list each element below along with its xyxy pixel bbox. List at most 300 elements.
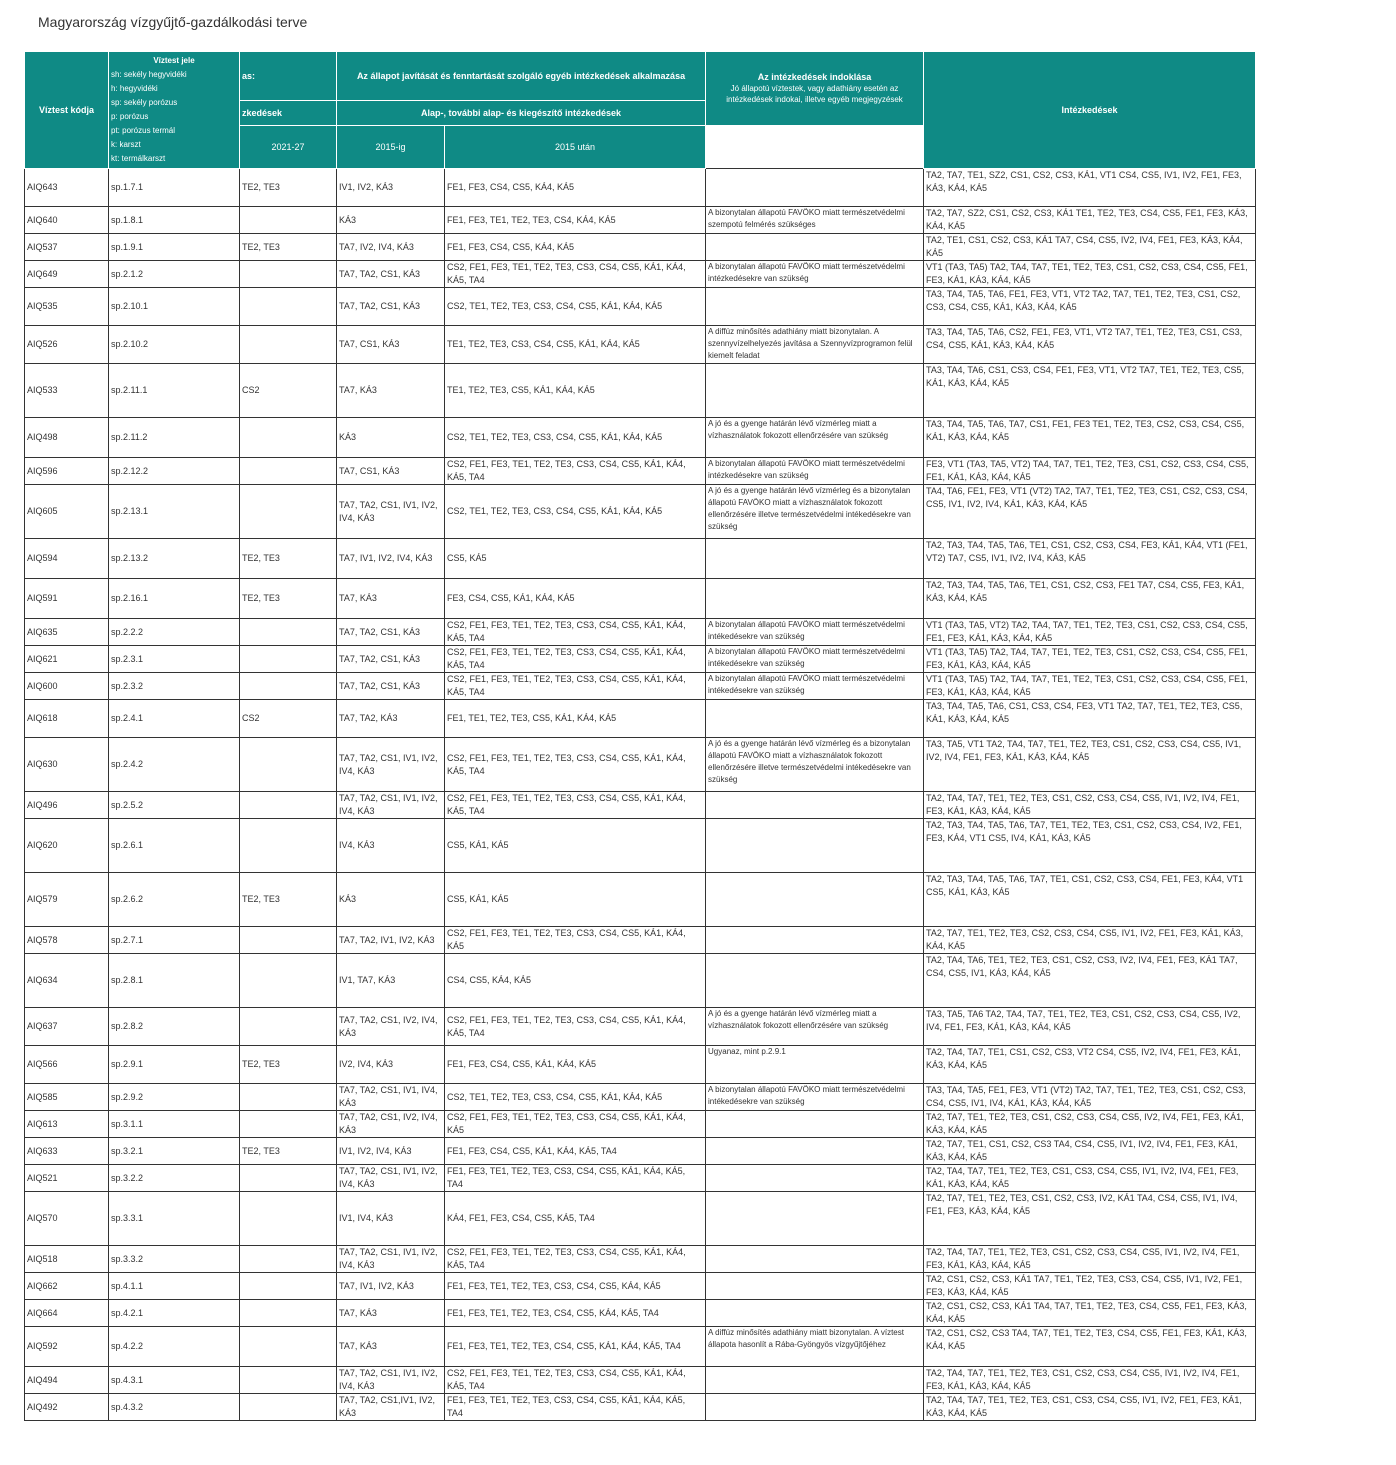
cell-2021 [240,738,337,792]
cell-justification [706,792,924,819]
table-row [25,169,1256,207]
table-row [25,738,1256,792]
cell-after-2015: CS2, FE1, FE3, TE1, TE2, TE3, CS3, CS4, CS5, KÁ1, KÁ4, KÁ5, TA4 [445,738,706,792]
table-row [25,954,1256,1008]
cell-after-2015: FE1, FE3, TE1, TE2, TE3, CS3, CS4, CS5, KÁ1, KÁ4, KÁ5, TA4 [445,1165,706,1192]
sign-legend-item: sp: sekély porózus [111,98,178,107]
cell-sign: sp.2.12.2 [109,458,240,485]
cell-sign: sp.2.3.1 [109,646,240,673]
cell-until-2015: IV1, IV2, IV4, KÁ3 [337,1138,445,1165]
cell-sign: sp.2.8.2 [109,1008,240,1046]
cell-sign: sp.2.16.1 [109,579,240,619]
cell-justification [706,873,924,927]
table-row [25,927,1256,954]
header-after-2015: 2015 után [445,126,706,169]
cell-2021 [240,1084,337,1111]
header-sign-title: Víztest jele [153,56,195,65]
cell-2021 [240,1273,337,1300]
cell-after-2015: CS2, FE1, FE3, TE1, TE2, TE3, CS3, CS4, CS5, KÁ1, KÁ4, KÁ5, TA4 [445,792,706,819]
cell-measures: TA2, TA4, TA7, TE1, CS1, CS2, CS3, VT2 CS4, CS5, IV2, IV4, FE1, FE3, KÁ1, KÁ3, KÁ4, KÁ5 [924,1046,1256,1084]
cell-after-2015: FE1, FE3, TE1, TE2, TE3, CS4, CS5, KÁ1, KÁ4, KÁ5, TA4 [445,1327,706,1367]
cell-after-2015: CS2, FE1, FE3, TE1, TE2, TE3, CS3, CS4, CS5, KÁ1, KÁ4, KÁ5, TA4 [445,1246,706,1273]
cell-justification [706,1246,924,1273]
cell-2021: TE2, TE3 [240,234,337,261]
table-row [25,458,1256,485]
cell-after-2015: CS5, KÁ5 [445,539,706,579]
cell-measures: TA2, TA7, SZ2, CS1, CS2, CS3, KÁ1 TE1, TE2, TE3, CS4, CS5, FE1, FE3, KÁ3, KÁ4, KÁ5 [924,207,1256,234]
cell-justification [706,1111,924,1138]
cell-until-2015: IV2, IV4, KÁ3 [337,1046,445,1084]
cell-code: AIQ526 [25,326,109,364]
cell-code: AIQ498 [25,418,109,458]
cell-2021 [240,1367,337,1394]
table-row [25,792,1256,819]
cell-after-2015: CS2, FE1, FE3, TE1, TE2, TE3, CS3, CS4, CS5, KÁ1, KÁ4, KÁ5, TA4 [445,673,706,700]
cell-after-2015: FE1, FE3, CS4, CS5, KÁ1, KÁ4, KÁ5, TA4 [445,1138,706,1165]
cell-2021 [240,1192,337,1246]
cell-after-2015: CS2, FE1, FE3, TE1, TE2, TE3, CS3, CS4, CS5, KÁ1, KÁ4, KÁ5, TA4 [445,458,706,485]
cell-justification: A bizonytalan állapotú FAVÖKO miatt természetvédelmi intézkedésekre van szükség [706,458,924,485]
cell-until-2015: TA7, TA2, CS1, IV1, IV2, IV4, KÁ3 [337,1165,445,1192]
cell-measures: TA2, CS1, CS2, CS3 TA4, TA7, TE1, TE2, TE3, CS4, CS5, FE1, FE3, KÁ1, KÁ3, KÁ4, KÁ5 [924,1327,1256,1367]
cell-sign: sp.2.13.2 [109,539,240,579]
table-row [25,1394,1256,1421]
cell-after-2015: CS2, FE1, FE3, TE1, TE2, TE3, CS3, CS4, CS5, KÁ1, KÁ4, KÁ5 [445,927,706,954]
cell-2021 [240,792,337,819]
cell-measures: TA2, TA3, TA4, TA5, TA6, TE1, CS1, CS2, CS3, FE1 TA7, CS4, CS5, FE3, KÁ1, KÁ3, KÁ4, KÁ5 [924,579,1256,619]
cell-code: AIQ596 [25,458,109,485]
measures-table-container [24,51,1255,1421]
sign-legend-item: pt: porózus termál [111,126,176,135]
header-justification-title: Az intézkedések indoklása [757,72,872,82]
cell-measures: VT1 (TA3, TA5, VT2) TA2, TA4, TA7, TE1, TE2, TE3, CS1, CS2, CS3, CS4, CS5, FE1, FE3, KÁ1, KÁ3, KÁ4, KÁ5 [924,619,1256,646]
cell-sign: sp.4.1.1 [109,1273,240,1300]
cell-2021: CS2 [240,700,337,738]
table-row [25,485,1256,539]
cell-measures: TA2, TA4, TA7, TE1, TE2, TE3, CS1, CS3, CS4, CS5, IV1, IV2, IV4, FE1, FE3, KÁ1, KÁ3, KÁ4, KÁ5 [924,1165,1256,1192]
cell-measures: TA3, TA4, TA5, TA6, TA7, CS1, FE1, FE3 TE1, TE2, TE3, CS2, CS3, CS4, CS5, KÁ1, KÁ3, KÁ4, KÁ5 [924,418,1256,458]
table-row [25,539,1256,579]
cell-until-2015: TA7, TA2, CS1, IV1, IV2, IV4, KÁ3 [337,1246,445,1273]
cell-2021 [240,261,337,288]
cell-until-2015: IV1, IV2, KÁ3 [337,169,445,207]
measures-table [24,51,1256,1421]
cell-after-2015: FE1, TE1, TE2, TE3, CS5, KÁ1, KÁ4, KÁ5 [445,700,706,738]
cell-sign: sp.3.3.2 [109,1246,240,1273]
cell-2021 [240,1008,337,1046]
cell-justification: A bizonytalan állapotú FAVÖKO miatt természetvédelmi intékedésekre van szükség [706,619,924,646]
cell-2021 [240,1327,337,1367]
cell-2021: TE2, TE3 [240,579,337,619]
cell-2021 [240,418,337,458]
cell-sign: sp.3.2.2 [109,1165,240,1192]
cell-code: AIQ518 [25,1246,109,1273]
cell-justification [706,539,924,579]
header-basic-measures: Alap-, további alap- és kiegészítő intézkedések [337,101,706,126]
cell-measures: TA3, TA4, TA5, TA6, CS2, FE1, FE3, VT1, VT2 TA7, TE1, TE2, TE3, CS1, CS3, CS4, CS5, KÁ1, KÁ3, KÁ4, KÁ5 [924,326,1256,364]
cell-2021 [240,1165,337,1192]
cell-after-2015: FE1, FE3, CS4, CS5, KÁ4, KÁ5 [445,234,706,261]
cell-sign: sp.2.8.1 [109,954,240,1008]
cell-justification [706,1165,924,1192]
cell-code: AIQ605 [25,485,109,539]
cell-sign: sp.3.3.1 [109,1192,240,1246]
cell-measures: TA3, TA5, TA6 TA2, TA4, TA7, TE1, TE2, TE3, CS1, CS2, CS3, CS4, CS5, IV2, IV4, FE1, FE3, KÁ1, KÁ3, KÁ4, KÁ5 [924,1008,1256,1046]
cell-sign: sp.4.3.1 [109,1367,240,1394]
cell-sign: sp.2.4.2 [109,738,240,792]
cell-justification: Ugyanaz, mint p.2.9.1 [706,1046,924,1084]
cell-until-2015: TA7, KÁ3 [337,579,445,619]
cell-code: AIQ640 [25,207,109,234]
table-row [25,1084,1256,1111]
cell-code: AIQ664 [25,1300,109,1327]
cell-until-2015: KÁ3 [337,873,445,927]
cell-justification: A jó és a gyenge határán lévő vízmérleg miatt a vízhasználatok fokozott ellenőrzésére van szükség [706,418,924,458]
cell-until-2015: IV1, IV4, KÁ3 [337,1192,445,1246]
sign-legend [111,68,237,166]
table-row [25,646,1256,673]
cell-justification: A bizonytalan állapotú FAVÖKO miatt természetvédelmi intézkedésekre van szükség [706,261,924,288]
cell-until-2015: TA7, TA2, IV1, IV2, KÁ3 [337,927,445,954]
cell-2021: TE2, TE3 [240,1138,337,1165]
cell-code: AIQ494 [25,1367,109,1394]
cell-justification [706,819,924,873]
cell-after-2015: CS2, TE1, TE2, TE3, CS3, CS4, CS5, KÁ1, KÁ4, KÁ5 [445,418,706,458]
table-row [25,1192,1256,1246]
cell-justification: A bizonytalan állapotú FAVÖKO miatt természetvédelmi intékedésekre van szükség [706,673,924,700]
cell-sign: sp.2.11.2 [109,418,240,458]
sign-legend-item: p: porózus [111,112,149,121]
cell-code: AIQ634 [25,954,109,1008]
cell-measures: TA2, TA4, TA7, TE1, TE2, TE3, CS1, CS2, CS3, CS4, CS5, IV1, IV2, IV4, FE1, FE3, KÁ1, KÁ3, KÁ4, KÁ5 [924,1367,1256,1394]
cell-until-2015: IV4, KÁ3 [337,819,445,873]
cell-sign: sp.2.10.1 [109,288,240,326]
table-row [25,326,1256,364]
cell-after-2015: CS2, TE1, TE2, TE3, CS3, CS4, CS5, KÁ1, KÁ4, KÁ5 [445,485,706,539]
table-row [25,364,1256,418]
cell-measures: TA3, TA5, VT1 TA2, TA4, TA7, TE1, TE2, TE3, CS1, CS2, CS3, CS4, CS5, IV1, IV2, IV4, FE1, FE3, KÁ1, KÁ3, KÁ4, KÁ5 [924,738,1256,792]
cell-after-2015: FE1, FE3, TE1, TE2, TE3, CS3, CS4, CS5, KÁ4, KÁ5 [445,1273,706,1300]
table-row [25,700,1256,738]
cell-code: AIQ649 [25,261,109,288]
cell-measures: VT1 (TA3, TA5) TA2, TA4, TA7, TE1, TE2, TE3, CS1, CS2, CS3, CS4, CS5, FE1, FE3, KÁ1, KÁ3, KÁ4, KÁ5 [924,261,1256,288]
cell-measures: TA3, TA4, TA5, TA6, FE1, FE3, VT1, VT2 TA2, TA7, TE1, TE2, TE3, CS1, CS2, CS3, CS4, CS5, KÁ1, KÁ3, KÁ4, KÁ5 [924,288,1256,326]
cell-code: AIQ535 [25,288,109,326]
cell-sign: sp.2.3.2 [109,673,240,700]
header-group-partial-2: zkedések [240,101,337,126]
cell-until-2015: KÁ3 [337,418,445,458]
cell-sign: sp.2.4.1 [109,700,240,738]
cell-measures: TA2, TA3, TA4, TA5, TA6, TA7, TE1, CS1, CS2, CS3, CS4, FE1, FE3, KÁ4, VT1 CS5, KÁ1, KÁ3, KÁ5 [924,873,1256,927]
header-justification [706,52,924,126]
cell-until-2015: TA7, IV1, IV2, IV4, KÁ3 [337,539,445,579]
cell-sign: sp.2.5.2 [109,792,240,819]
cell-2021 [240,326,337,364]
cell-measures: TA3, TA4, TA6, CS1, CS3, CS4, FE1, FE3, VT1, VT2 TA7, TE1, TE2, TE3, CS5, KÁ1, KÁ3, KÁ4, KÁ5 [924,364,1256,418]
cell-code: AIQ570 [25,1192,109,1246]
header-2021-27: 2021-27 [240,126,337,169]
cell-justification: A bizonytalan állapotú FAVÖKO miatt természetvédelmi szempotú felmérés szükséges [706,207,924,234]
cell-measures: TA2, TA7, TE1, TE2, TE3, CS2, CS3, CS4, CS5, IV1, IV2, FE1, FE3, KÁ1, KÁ3, KÁ4, KÁ5 [924,927,1256,954]
cell-code: AIQ578 [25,927,109,954]
cell-until-2015: TA7, IV2, IV4, KÁ3 [337,234,445,261]
cell-justification [706,700,924,738]
cell-sign: sp.2.6.1 [109,819,240,873]
sign-legend-item: h: hegyvidéki [111,84,158,93]
cell-2021 [240,1246,337,1273]
cell-until-2015: TA7, TA2, CS1, IV2, IV4, KÁ3 [337,1111,445,1138]
table-row [25,819,1256,873]
cell-until-2015: TA7, TA2, CS1, KÁ3 [337,288,445,326]
cell-until-2015: TA7, TA2, CS1, KÁ3 [337,261,445,288]
cell-after-2015: FE1, FE3, TE1, TE2, TE3, CS3, CS4, CS5, KÁ1, KÁ4, KÁ5, TA4 [445,1394,706,1421]
cell-code: AIQ521 [25,1165,109,1192]
cell-until-2015: TA7, TA2, CS1, IV1, IV2, IV4, KÁ3 [337,485,445,539]
cell-justification [706,169,924,207]
cell-code: AIQ585 [25,1084,109,1111]
cell-2021 [240,819,337,873]
cell-code: AIQ620 [25,819,109,873]
cell-code: AIQ537 [25,234,109,261]
sign-legend-item: kt: termálkarszt [111,154,166,163]
cell-sign: sp.2.9.2 [109,1084,240,1111]
cell-until-2015: TA7, TA2, CS1, KÁ3 [337,646,445,673]
cell-measures: FE3, VT1 (TA3, TA5, VT2) TA4, TA7, TE1, TE2, TE3, CS1, CS2, CS3, CS4, CS5, FE1, KÁ1, KÁ3, KÁ4, KÁ5 [924,458,1256,485]
cell-until-2015: IV1, TA7, KÁ3 [337,954,445,1008]
cell-justification: A jó és a gyenge határán lévő vízmérleg és a bizonytalan állapotú FAVÖKO miatt a vízhasználatok fokozott ellenőrzésére illetve természetvédelmi intékedésekre van szükség [706,485,924,539]
cell-until-2015: TA7, TA2, CS1, IV1, IV2, IV4, KÁ3 [337,1367,445,1394]
cell-justification [706,1192,924,1246]
cell-2021 [240,619,337,646]
header-water-body-sign [109,52,240,169]
cell-code: AIQ643 [25,169,109,207]
cell-measures: TA2, TA4, TA6, TE1, TE2, TE3, CS1, CS2, CS3, IV2, IV4, FE1, FE3, KÁ1 TA7, CS4, CS5, IV1, KÁ3, KÁ4, KÁ5 [924,954,1256,1008]
cell-2021 [240,207,337,234]
cell-until-2015: TA7, TA2, CS1, KÁ3 [337,619,445,646]
cell-justification [706,1367,924,1394]
cell-sign: sp.3.2.1 [109,1138,240,1165]
cell-after-2015: KÁ4, FE1, FE3, CS4, CS5, KÁ5, TA4 [445,1192,706,1246]
cell-justification [706,234,924,261]
header-justification-note: Jó állapotú víztestek, vagy adathiány esetén az intézkedések indokai, illetve egyéb megjegyzések [726,84,903,104]
cell-after-2015: CS2, FE1, FE3, TE1, TE2, TE3, CS3, CS4, CS5, KÁ1, KÁ4, KÁ5, TA4 [445,646,706,673]
cell-2021: TE2, TE3 [240,873,337,927]
cell-justification [706,1138,924,1165]
cell-justification [706,954,924,1008]
cell-measures: TA2, TA4, TA7, TE1, TE2, TE3, CS1, CS3, CS4, CS5, IV1, IV2, FE1, FE3, KÁ1, KÁ3, KÁ4, KÁ5 [924,1394,1256,1421]
cell-2021: TE2, TE3 [240,169,337,207]
table-row [25,1046,1256,1084]
table-row [25,234,1256,261]
cell-until-2015: TA7, CS1, KÁ3 [337,458,445,485]
cell-sign: sp.2.13.1 [109,485,240,539]
cell-measures: VT1 (TA3, TA5) TA2, TA4, TA7, TE1, TE2, TE3, CS1, CS2, CS3, CS4, CS5, FE1, FE3, KÁ1, KÁ3, KÁ4, KÁ5 [924,646,1256,673]
cell-justification: A bizonytalan állapotú FAVÖKO miatt természetvédelmi intékedésekre van szükség [706,1084,924,1111]
header-until-2015: 2015-ig [337,126,445,169]
cell-measures: TA4, TA6, FE1, FE3, VT1 (VT2) TA2, TA7, TE1, TE2, TE3, CS1, CS2, CS3, CS4, CS5, IV1, IV2, IV4, KÁ1, KÁ3, KÁ4, KÁ5 [924,485,1256,539]
cell-code: AIQ637 [25,1008,109,1046]
cell-2021 [240,458,337,485]
cell-code: AIQ635 [25,619,109,646]
cell-until-2015: TA7, TA2, CS1, IV1, IV2, IV4, KÁ3 [337,792,445,819]
cell-measures: TA2, CS1, CS2, CS3, KÁ1 TA4, TA7, TE1, TE2, TE3, CS4, CS5, FE1, FE3, KÁ3, KÁ4, KÁ5 [924,1300,1256,1327]
cell-measures: TA2, CS1, CS2, CS3, KÁ1 TA7, TE1, TE2, TE3, CS3, CS4, CS5, IV1, IV2, FE1, FE3, KÁ3, KÁ4, KÁ5 [924,1273,1256,1300]
cell-measures: TA2, TA4, TA7, TE1, TE2, TE3, CS1, CS2, CS3, CS4, CS5, IV1, IV2, IV4, FE1, FE3, KÁ1, KÁ3, KÁ4, KÁ5 [924,1246,1256,1273]
table-row [25,261,1256,288]
cell-justification [706,364,924,418]
cell-after-2015: CS5, KÁ1, KÁ5 [445,819,706,873]
cell-sign: sp.2.9.1 [109,1046,240,1084]
cell-justification: A diffúz minősítés adathiány miatt bizonytalan. A víztest állapota hasonlít a Rába-Gyöngyös vízgyűjtőjéhez [706,1327,924,1367]
cell-justification [706,927,924,954]
cell-after-2015: CS2, FE1, FE3, TE1, TE2, TE3, CS3, CS4, CS5, KÁ1, KÁ4, KÁ5, TA4 [445,1367,706,1394]
cell-sign: sp.4.2.2 [109,1327,240,1367]
cell-sign: sp.2.11.1 [109,364,240,418]
header-group-partial: as: [240,52,337,101]
table-row [25,1165,1256,1192]
header-other-measures-group: Az állapot javítását és fenntartását szolgáló egyéb intézkedések alkalmazása [337,52,706,101]
cell-justification [706,579,924,619]
table-row [25,619,1256,646]
cell-after-2015: CS2, TE1, TE2, TE3, CS3, CS4, CS5, KÁ1, KÁ4, KÁ5 [445,288,706,326]
cell-sign: sp.1.8.1 [109,207,240,234]
cell-sign: sp.2.10.2 [109,326,240,364]
cell-justification [706,288,924,326]
cell-after-2015: FE1, FE3, TE1, TE2, TE3, CS4, CS5, KÁ4, KÁ5, TA4 [445,1300,706,1327]
cell-until-2015: TA7, TA2, CS1, IV2, IV4, KÁ3 [337,1008,445,1046]
table-row [25,1367,1256,1394]
cell-sign: sp.2.6.2 [109,873,240,927]
table-row [25,1111,1256,1138]
cell-after-2015: CS2, FE1, FE3, TE1, TE2, TE3, CS3, CS4, CS5, KÁ1, KÁ4, KÁ5 [445,1111,706,1138]
cell-justification [706,1394,924,1421]
table-row [25,1008,1256,1046]
header-measures: Intézkedések [924,52,1256,169]
cell-code: AIQ613 [25,1111,109,1138]
cell-measures: VT1 (TA3, TA5) TA2, TA4, TA7, TE1, TE2, TE3, CS1, CS2, CS3, CS4, CS5, FE1, FE3, KÁ1, KÁ3, KÁ4, KÁ5 [924,673,1256,700]
cell-after-2015: FE1, FE3, CS4, CS5, KÁ4, KÁ5 [445,169,706,207]
cell-2021 [240,646,337,673]
cell-after-2015: CS2, TE1, TE2, TE3, CS3, CS4, CS5, KÁ1, KÁ4, KÁ5 [445,1084,706,1111]
cell-justification: A diffúz minősítés adathiány miatt bizonytalan. A szennyvízelhelyezés javítása a Szennyvízprogramon felül kiemelt feladat [706,326,924,364]
cell-sign: sp.2.1.2 [109,261,240,288]
cell-after-2015: CS2, FE1, FE3, TE1, TE2, TE3, CS3, CS4, CS5, KÁ1, KÁ4, KÁ5, TA4 [445,1008,706,1046]
cell-code: AIQ621 [25,646,109,673]
cell-until-2015: TA7, TA2, CS1, IV1, IV2, IV4, KÁ3 [337,738,445,792]
cell-sign: sp.3.1.1 [109,1111,240,1138]
cell-2021 [240,927,337,954]
cell-measures: TA2, TA7, TE1, SZ2, CS1, CS2, CS3, KÁ1, VT1 CS4, CS5, IV1, IV2, FE1, FE3, KÁ3, KÁ4, KÁ5 [924,169,1256,207]
table-body [25,169,1256,1421]
table-row [25,873,1256,927]
cell-sign: sp.4.3.2 [109,1394,240,1421]
table-row [25,288,1256,326]
sign-legend-item: k: karszt [111,140,141,149]
cell-until-2015: TA7, KÁ3 [337,1327,445,1367]
cell-2021 [240,1394,337,1421]
cell-code: AIQ618 [25,700,109,738]
cell-sign: sp.1.9.1 [109,234,240,261]
cell-after-2015: CS5, KÁ1, KÁ5 [445,873,706,927]
cell-sign: sp.2.2.2 [109,619,240,646]
cell-2021 [240,1111,337,1138]
cell-2021 [240,954,337,1008]
cell-until-2015: TA7, TA2, CS1, KÁ3 [337,673,445,700]
cell-2021: TE2, TE3 [240,1046,337,1084]
table-row [25,1300,1256,1327]
cell-2021 [240,1300,337,1327]
cell-measures: TA2, TA4, TA7, TE1, TE2, TE3, CS1, CS2, CS3, CS4, CS5, IV1, IV2, IV4, FE1, FE3, KÁ1, KÁ3, KÁ4, KÁ5 [924,792,1256,819]
cell-until-2015: TA7, IV1, IV2, KÁ3 [337,1273,445,1300]
cell-after-2015: TE1, TE2, TE3, CS5, KÁ1, KÁ4, KÁ5 [445,364,706,418]
cell-after-2015: FE1, FE3, CS4, CS5, KÁ1, KÁ4, KÁ5 [445,1046,706,1084]
cell-code: AIQ592 [25,1327,109,1367]
table-header [25,52,1256,169]
cell-code: AIQ600 [25,673,109,700]
sign-legend-item: sh: sekély hegyvidéki [111,70,187,79]
cell-until-2015: KÁ3 [337,207,445,234]
cell-after-2015: CS4, CS5, KÁ4, KÁ5 [445,954,706,1008]
cell-measures: TA2, TA7, TE1, CS1, CS2, CS3 TA4, CS4, CS5, IV1, IV2, IV4, FE1, FE3, KÁ1, KÁ3, KÁ4, KÁ5 [924,1138,1256,1165]
cell-justification: A bizonytalan állapotú FAVÖKO miatt természetvédelmi intékedésekre van szükség [706,646,924,673]
cell-code: AIQ496 [25,792,109,819]
cell-until-2015: TA7, TA2, CS1,IV1, IV2, KÁ3 [337,1394,445,1421]
table-row [25,207,1256,234]
table-row [25,1327,1256,1367]
cell-code: AIQ591 [25,579,109,619]
cell-measures: TA2, TE1, CS1, CS2, CS3, KÁ1 TA7, CS4, CS5, IV2, IV4, FE1, FE3, KÁ3, KÁ4, KÁ5 [924,234,1256,261]
cell-sign: sp.1.7.1 [109,169,240,207]
header-water-body-code: Víztest kódja [25,52,109,169]
table-row [25,1246,1256,1273]
cell-measures: TA3, TA4, TA5, TA6, CS1, CS3, CS4, FE3, VT1 TA2, TA7, TE1, TE2, TE3, CS5, KÁ1, KÁ3, KÁ4, KÁ5 [924,700,1256,738]
cell-code: AIQ633 [25,1138,109,1165]
table-row [25,1273,1256,1300]
cell-code: AIQ579 [25,873,109,927]
cell-until-2015: TA7, KÁ3 [337,1300,445,1327]
cell-code: AIQ492 [25,1394,109,1421]
cell-code: AIQ630 [25,738,109,792]
cell-measures: TA3, TA4, TA5, FE1, FE3, VT1 (VT2) TA2, TA7, TE1, TE2, TE3, CS1, CS2, CS3, CS4, CS5, IV1, IV4, KÁ1, KÁ3, KÁ4, KÁ5 [924,1084,1256,1111]
cell-justification: A jó és a gyenge határán lévő vízmérleg és a bizonytalan állapotú FAVÖKO miatt a vízhasználatok fokozott ellenőrzésére illetve természetvédelmi intékedésekre van szükség [706,738,924,792]
cell-code: AIQ662 [25,1273,109,1300]
document-title: Magyarország vízgyűjtő-gazdálkodási terve [38,14,308,30]
cell-until-2015: TA7, KÁ3 [337,364,445,418]
table-row [25,579,1256,619]
cell-2021: TE2, TE3 [240,539,337,579]
cell-after-2015: FE1, FE3, TE1, TE2, TE3, CS4, KÁ4, KÁ5 [445,207,706,234]
cell-justification [706,1300,924,1327]
cell-code: AIQ533 [25,364,109,418]
cell-2021 [240,673,337,700]
table-row [25,1138,1256,1165]
cell-2021 [240,485,337,539]
cell-after-2015: TE1, TE2, TE3, CS3, CS4, CS5, KÁ1, KÁ4, KÁ5 [445,326,706,364]
table-row [25,418,1256,458]
cell-2021 [240,288,337,326]
cell-measures: TA2, TA7, TE1, TE2, TE3, CS1, CS2, CS3, CS4, CS5, IV2, IV4, FE1, FE3, KÁ1, KÁ3, KÁ4, KÁ5 [924,1111,1256,1138]
cell-measures: TA2, TA7, TE1, TE2, TE3, CS1, CS2, CS3, IV2, KÁ1 TA4, CS4, CS5, IV1, IV4, FE1, FE3, KÁ3, KÁ4, KÁ5 [924,1192,1256,1246]
cell-sign: sp.2.7.1 [109,927,240,954]
cell-justification: A jó és a gyenge határán lévő vízmérleg miatt a vízhasználatok fokozott ellenőrzésére van szükség [706,1008,924,1046]
cell-justification [706,1273,924,1300]
cell-measures: TA2, TA3, TA4, TA5, TA6, TA7, TE1, TE2, TE3, CS1, CS2, CS3, CS4, IV2, FE1, FE3, KÁ4, VT1 CS5, IV4, KÁ1, KÁ3, KÁ5 [924,819,1256,873]
cell-until-2015: TA7, TA2, CS1, IV1, IV4, KÁ3 [337,1084,445,1111]
cell-until-2015: TA7, CS1, KÁ3 [337,326,445,364]
cell-after-2015: CS2, FE1, FE3, TE1, TE2, TE3, CS3, CS4, CS5, KÁ1, KÁ4, KÁ5, TA4 [445,619,706,646]
table-row [25,673,1256,700]
cell-code: AIQ594 [25,539,109,579]
